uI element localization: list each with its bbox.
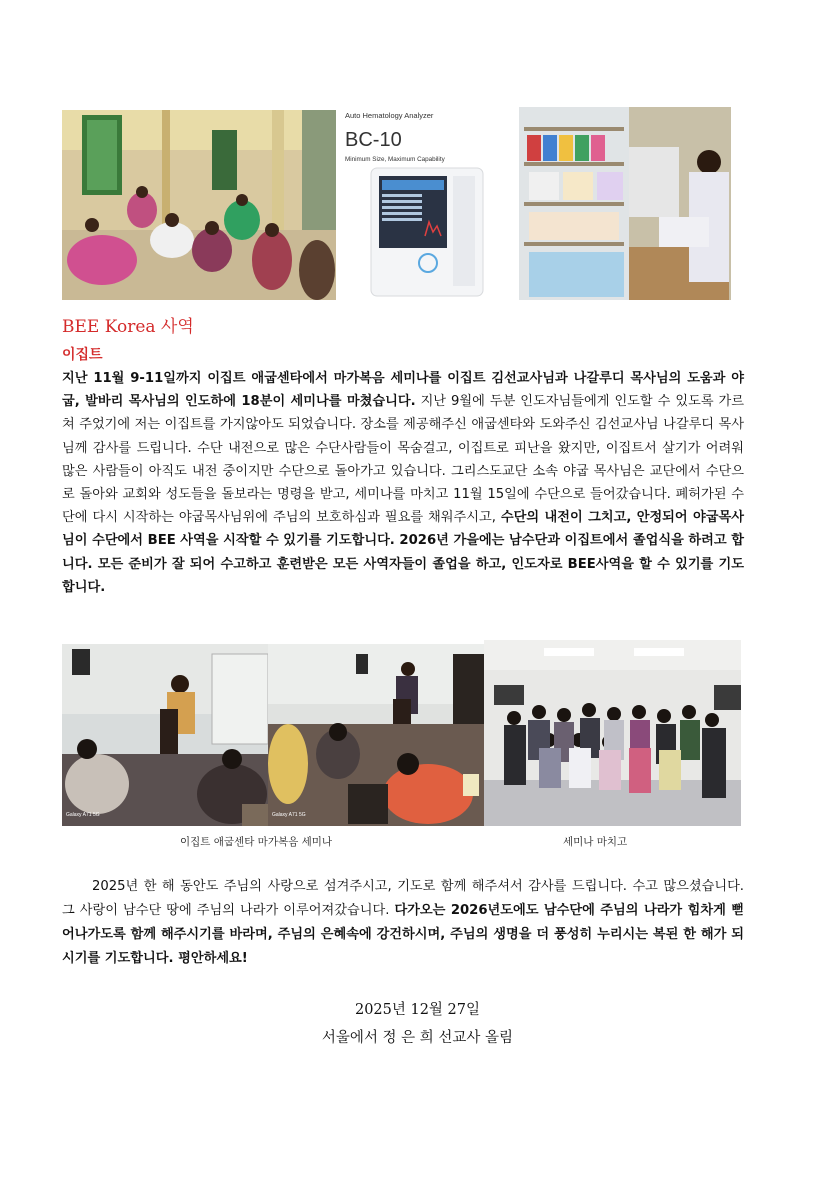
analyzer-model: BC-10 — [345, 129, 402, 151]
main-paragraph-bold-1: 지난 11월 9-11일까지 이집트 애굽센타에서 마가복음 세미나를 이집트 김선교사님과 나갈루디 목사님의 도움과 야굽, 발바리 목사님의 인도하에 18분이 세미나를 마쳤습니다. — [62, 371, 744, 410]
section-subtitle: 이집트 — [62, 347, 103, 363]
caption-after-seminar: 세미나 마치고 — [563, 836, 628, 848]
pharmacy-photo — [519, 107, 731, 300]
seminar-photo-2-watermark: Galaxy A71 5G — [272, 812, 306, 818]
main-paragraph-bold-2: 수단의 내전이 그치고, 안정되어 야굽목사님이 수단에서 BEE 사역을 시작할 수 있기를 기도합니다. 2026년 가을에는 남수단과 이집트에서 졸업식을 하려고 합니다. 모든 준비가 잘 되어 수고하고 훈련받은 모든 사역자들이 졸업을 하고, 인도자로 BEE사역을 할 수 있기를 기도합니다. — [62, 510, 744, 595]
main-paragraph — [62, 367, 744, 599]
main-paragraph-normal-1: 지난 9월에 두분 인도자님들에게 인도할 수 있도록 가르쳐 주었기에 저는 이집트를 가지않아도 되었습니다. 장소를 제공해주신 애굽센타와 도와주신 김선교사님 나갈루디 목사님께 감사를 드립니다. 수단 내전으로 많은 수단사람들이 목숨걸고, 이집트로 피난을 왔지만, 이집트서 살기가 어려워 많은 사람들이 아직도 내전 중이지만 수단으로 돌아가고 있습니다. 그리스도교단 소속 야굽 목사님은 교단에서 수단으로 돌아와 교회와 성도들을 돌보라는 명령을 받고, 세미나를 마치고 11월 15일에 수단으로 들어갔습니다. 폐허가된 수단에 다시 시작하는 야굽목사님위에 주님의 보호하심과 필요를 채워주시고, — [62, 394, 745, 526]
letter-signature: 서울에서 정 은 희 선교사 올림 — [321, 1030, 514, 1046]
analyzer-brand-line: Auto Hematology Analyzer — [345, 111, 434, 120]
analyzer-tagline: Minimum Size, Maximum Capability — [345, 156, 445, 163]
seminar-photo-1-watermark: Galaxy A71 5G — [66, 812, 100, 818]
closing-paragraph-bold: 다가오는 2026년도에도 남수단에 주님의 나라가 힘차게 뻗어나가도록 함께 해주시기를 바라며, 주님의 은혜속에 강건하시며, 주님의 생명을 더 풍성히 누리시는 복된 한 해가 되시기를 기도합니다. 평안하세요! — [62, 903, 744, 966]
hematology-analyzer-photo — [343, 106, 485, 302]
seminar-photo-2 — [268, 644, 484, 826]
section-title: BEE Korea 사역 — [62, 317, 194, 337]
letter-date: 2025년 12월 27일 — [354, 1002, 481, 1018]
closing-paragraph-normal: 2025년 한 해 동안도 주님의 사랑으로 섬겨주시고, 기도로 함께 해주셔서 감사를 드립니다. 수고 많으셨습니다. 그 사랑이 남수단 땅에 주님의 나라가 이루어져갔습니다. — [62, 879, 744, 918]
caption-seminar: 이집트 애굽센타 마가복음 세미나 — [180, 836, 333, 848]
group-photo — [484, 640, 741, 826]
clinic-veranda-photo — [62, 110, 336, 300]
seminar-photo-1 — [62, 644, 268, 826]
closing-paragraph — [62, 875, 744, 971]
